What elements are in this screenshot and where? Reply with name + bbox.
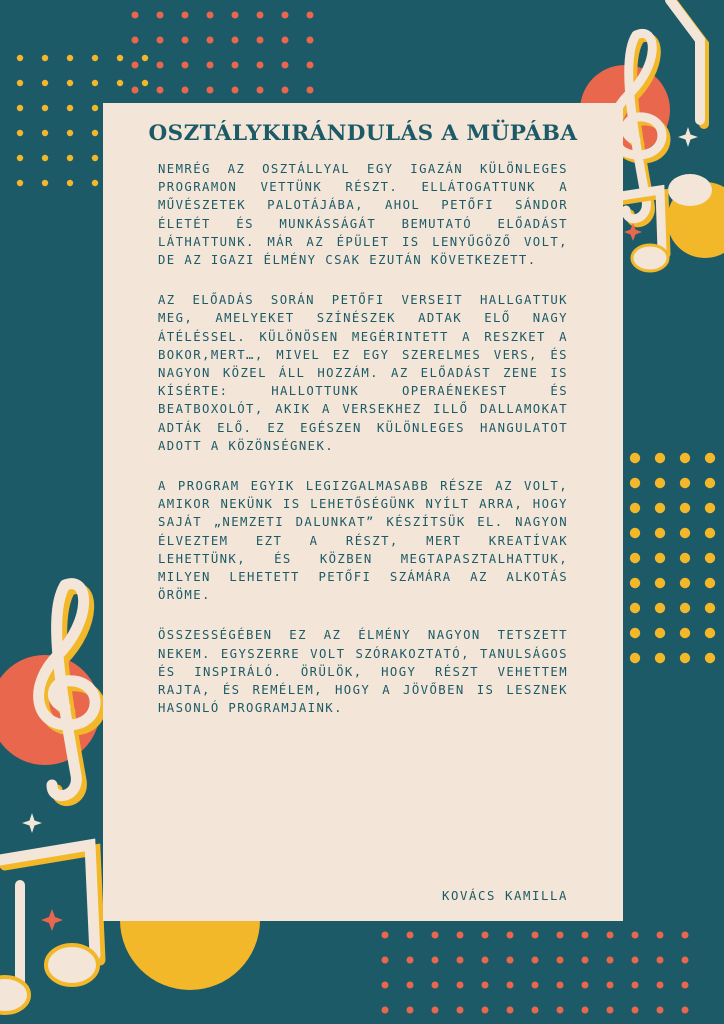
dot — [42, 155, 48, 161]
dot — [117, 80, 123, 86]
dot — [157, 87, 164, 94]
dot — [17, 105, 23, 111]
dot — [42, 55, 48, 61]
dot — [632, 1007, 639, 1014]
dot — [507, 932, 514, 939]
dot — [17, 55, 23, 61]
article-paragraph: AZ ELŐADÁS SORÁN PETŐFI VERSEIT HALLGATTUK MEG, AMELYEKET SZÍNÉSZEK ADTAK ELŐ NAGY ÁTÉLÉSSEL. KÜLÖNÖSEN MEGÉRINTETT A RESZKET A BOKOR,MERT…, MIVEL EZ EGY SZERELMES VERS, ÉS NAGYON KÖZEL ÁLL HOZZÁM. AZ ELŐADÁST ZENE IS KÍSÉRTE: HALLOTTUNK OPERAÉNEKEST ÉS BEATBOXOLÓT, AKIK A VERSEKHEZ ILLŐ DALLAMOKAT ADTÁK ELŐ. EZ EGÉSZEN KÜLÖNLEGES HANGULATOT ADOTT A KÖZÖNSÉGNEK. — [158, 293, 568, 453]
dot — [67, 105, 73, 111]
dot — [655, 553, 665, 563]
article-paragraph: ÖSSZESSÉGÉBEN EZ AZ ÉLMÉNY NAGYON TETSZETT NEKEM. EGYSZERRE VOLT SZÓRAKOZTATÓ, TANULSÁGOS ÉS INSPIRÁLÓ. ÖRÜLÖK, HOGY RÉSZT VEHETTEM RAJTA, ÉS REMÉLEM, HOGY A JÖVŐBEN IS LESZNEK HASONLÓ PROGRAMJAINK. — [158, 628, 568, 716]
dot — [657, 1007, 664, 1014]
dot — [182, 37, 189, 44]
music-note-icon — [0, 845, 100, 1013]
star-icon — [678, 127, 698, 147]
dot — [157, 12, 164, 19]
dot — [582, 957, 589, 964]
dot — [132, 12, 139, 19]
dot — [282, 62, 289, 69]
article-author: KOVÁCS KAMILLA — [441, 889, 568, 903]
dot — [207, 12, 214, 19]
dot — [92, 55, 98, 61]
dot — [282, 87, 289, 94]
article-body — [158, 160, 568, 739]
dot — [142, 80, 148, 86]
dot — [630, 578, 640, 588]
dot — [307, 87, 314, 94]
dot — [630, 478, 640, 488]
dot — [17, 80, 23, 86]
dot — [132, 62, 139, 69]
dot — [655, 628, 665, 638]
dot — [655, 603, 665, 613]
dot — [705, 578, 715, 588]
dot — [282, 12, 289, 19]
dot — [680, 578, 690, 588]
dot — [407, 1007, 414, 1014]
dot — [67, 130, 73, 136]
article-paragraph: A PROGRAM EGYIK LEGIZGALMASABB RÉSZE AZ VOLT, AMIKOR NEKÜNK IS LEHETŐSÉGÜNK NYÍLT ARRA, HOGY SAJÁT „NEMZETI DALUNKAT” KÉSZÍTSÜK EL. NAGYON ÉLVEZTEM EZT A RÉSZT, MERT KREATÍVAK LEHETTÜNK, ÉS KÖZBEN MEGTAPASZTALHATTUK, MILYEN LEHETETT PETŐFI SZÁMÁRA AZ ALKOTÁS ÖRÖME. — [158, 479, 568, 603]
dot — [67, 180, 73, 186]
dot — [607, 932, 614, 939]
dot — [17, 130, 23, 136]
dot — [632, 982, 639, 989]
dot — [705, 628, 715, 638]
dot — [457, 1007, 464, 1014]
dot — [607, 1007, 614, 1014]
dot — [680, 478, 690, 488]
dot — [257, 12, 264, 19]
dot — [207, 87, 214, 94]
dot — [17, 155, 23, 161]
dot — [457, 982, 464, 989]
dot — [705, 503, 715, 513]
music-note-icon — [668, 0, 712, 206]
dot — [630, 628, 640, 638]
dot — [92, 130, 98, 136]
dot — [307, 62, 314, 69]
dot — [207, 37, 214, 44]
dot — [42, 105, 48, 111]
dot — [655, 453, 665, 463]
dot — [655, 528, 665, 538]
dot — [630, 603, 640, 613]
dot — [507, 957, 514, 964]
dot — [182, 12, 189, 19]
dot — [680, 603, 690, 613]
dot-pattern-top — [132, 12, 314, 94]
dot — [42, 180, 48, 186]
dot — [680, 553, 690, 563]
dot — [232, 37, 239, 44]
dot — [232, 87, 239, 94]
dot — [482, 1007, 489, 1014]
dot — [532, 932, 539, 939]
dot — [482, 982, 489, 989]
dot — [655, 503, 665, 513]
dot — [482, 932, 489, 939]
article-card — [103, 103, 623, 921]
dot — [705, 653, 715, 663]
dot — [557, 932, 564, 939]
dot — [630, 453, 640, 463]
dot — [17, 180, 23, 186]
dot — [607, 982, 614, 989]
dot — [657, 932, 664, 939]
article-title: OSZTÁLYKIRÁNDULÁS A MÜPÁBA — [148, 121, 578, 146]
dot — [582, 982, 589, 989]
dot — [407, 982, 414, 989]
dot — [282, 37, 289, 44]
dot — [307, 12, 314, 19]
dot — [432, 957, 439, 964]
dot — [532, 982, 539, 989]
dot — [632, 932, 639, 939]
dot — [705, 453, 715, 463]
dot — [207, 62, 214, 69]
dot — [630, 553, 640, 563]
dot — [655, 578, 665, 588]
dot — [432, 982, 439, 989]
treble-clef-icon — [39, 584, 100, 801]
dot — [680, 653, 690, 663]
dot — [407, 957, 414, 964]
dot — [630, 503, 640, 513]
dot — [182, 62, 189, 69]
dot — [117, 55, 123, 61]
dot — [157, 62, 164, 69]
dot — [67, 80, 73, 86]
dot — [432, 1007, 439, 1014]
dot-pattern-right — [630, 453, 715, 663]
dot — [92, 180, 98, 186]
dot — [382, 932, 389, 939]
dot — [67, 155, 73, 161]
dot — [257, 62, 264, 69]
dot — [92, 155, 98, 161]
dot — [507, 1007, 514, 1014]
dot — [257, 87, 264, 94]
dot — [132, 87, 139, 94]
dot — [657, 957, 664, 964]
dot — [457, 932, 464, 939]
dot — [705, 478, 715, 488]
dot — [382, 957, 389, 964]
dot — [705, 528, 715, 538]
dot — [705, 603, 715, 613]
dot — [657, 982, 664, 989]
dot — [157, 37, 164, 44]
dot — [632, 957, 639, 964]
dot — [607, 957, 614, 964]
article-paragraph: NEMRÉG AZ OSZTÁLLYAL EGY IGAZÁN KÜLÖNLEGES PROGRAMON VETTÜNK RÉSZT. ELLÁTOGATTUNK A MŰVÉSZETEK PALOTÁJÁBA, AHOL PETŐFI SÁNDOR ÉLETÉT ÉS MUNKÁSSÁGÁT BEMUTATÓ ELŐADÁST LÁTHATTUNK. MÁR AZ ÉPÜLET IS LENYŰGÖZŐ VOLT, DE AZ IGAZI ÉLMÉNY CSAK EZUTÁN KÖVETKEZETT. — [158, 162, 568, 268]
dot — [557, 982, 564, 989]
dot — [457, 957, 464, 964]
dot — [680, 503, 690, 513]
dot — [630, 528, 640, 538]
dot — [132, 37, 139, 44]
dot — [307, 37, 314, 44]
dot-pattern-bottom — [382, 932, 689, 1014]
dot — [557, 957, 564, 964]
dot — [67, 55, 73, 61]
dot — [432, 932, 439, 939]
dot — [705, 553, 715, 563]
dot — [142, 55, 148, 61]
dot — [482, 957, 489, 964]
dot — [232, 62, 239, 69]
dot — [682, 932, 689, 939]
dot — [680, 628, 690, 638]
dot — [680, 528, 690, 538]
dot — [680, 453, 690, 463]
dot — [630, 653, 640, 663]
dot — [582, 932, 589, 939]
star-icon — [41, 909, 63, 931]
dot — [42, 80, 48, 86]
dot — [655, 653, 665, 663]
dot — [232, 12, 239, 19]
dot — [257, 37, 264, 44]
dot — [507, 982, 514, 989]
dot — [382, 982, 389, 989]
dot — [92, 105, 98, 111]
dot — [682, 1007, 689, 1014]
dot — [42, 130, 48, 136]
dot — [682, 982, 689, 989]
star-icon — [22, 813, 42, 833]
dot — [582, 1007, 589, 1014]
dot — [532, 957, 539, 964]
dot — [92, 80, 98, 86]
dot — [182, 87, 189, 94]
dot — [682, 957, 689, 964]
dot — [407, 932, 414, 939]
dot — [382, 1007, 389, 1014]
dot — [532, 1007, 539, 1014]
dot — [655, 478, 665, 488]
dot — [557, 1007, 564, 1014]
